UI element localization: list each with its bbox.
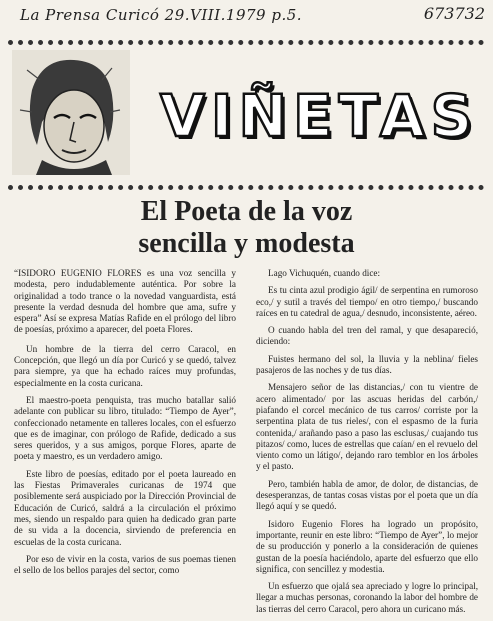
paragraph: Es tu cinta azul prodigio ágil/ de serpentina en rumoroso eco,/ y sutil a través del tiempo/ en otro tiempo,/ buscando raíces en tu catedral de agua,/ desnudo, inconsistente, aéreo.: [256, 285, 478, 318]
title-line-2: sencilla y modesta: [138, 228, 355, 259]
paragraph: “ISIDORO EUGENIO FLORES es una voz sencilla y modesta, pero indudablemente auténtica. Por sobre la originalidad a todo trance o la novedad vanguardista, está presente la verdad desnuda del hombre que ama, sufre y espera” Así se expresa Matías Rafide en el prólogo del libro de poesías, próximo a aparecer, del poeta Flores.: [14, 268, 236, 335]
right-column: [256, 268, 478, 621]
paragraph: Fuistes hermano del sol, la lluvia y la neblina/ fieles pasajeros de las noches y de tus días.: [256, 353, 478, 376]
paragraph: Este libro de poesías, editado por el poeta laureado en las Fiestas Primaverales curicanas de 1974 que posiblemente será auspiciado por la Dirección Provincial de Educación de Curicó, saldrá a la circulación el próximo mes, siendo un respaldo para quien ha dedicado gran parte de su vida a la docencia, sirviendo de preferencia en escuelas de la costa curicana.: [14, 468, 236, 547]
paragraph: O cuando habla del tren del ramal, y que desapareció, diciendo:: [256, 325, 478, 347]
title-line-1: El Poeta de la voz: [140, 196, 353, 227]
paragraph: Un hombre de la tierra del cerro Caracol, en Concepción, que llegó un día por Curicó y se quedó, talvez para siempre, ya que ha echado raíces muy profundas, especialmente en la costa curicana.: [14, 343, 236, 388]
article-title: [0, 196, 493, 260]
left-column: [14, 268, 236, 582]
paragraph: Isidoro Eugenio Flores ha logrado un propósito, importante, reunir en este libro: “Tiempo de Ayer”, lo mejor de su producción y ponerlo a la consideración de quienes gustan de la poesía haciéndolo, aparte del esfuerzo que ello significa, con sencillez y modestia.: [256, 518, 478, 574]
paragraph: El maestro-poeta penquista, tras mucho batallar salió adelante con publicar su libro, titulado: “Tiempo de Ayer”, confeccionado netamente en talleres locales, con el esfuerzo que es de imaginar, con prólogo de Rafide, dedicado a sus seres queridos, y a sus amigos, porque Flores, aparte de poeta y maestro, es un verdadero amigo.: [14, 394, 236, 462]
paragraph: Lago Vichuquén, cuando dice:: [268, 268, 381, 278]
paragraph: Mensajero señor de las distancias,/ con tu vientre de acero alimentado/ por las ascuas heridas del carbón,/ piafando el corcel mecánico de tus carros/ corriste por la serpentina plata de tus rieles/, con el espasmo de la furia contenida,/ arañando paso a paso las esclusas,/ cuajando tus pitazos/ como, luces de estrellas que caían/ en el revuelo del viento como un látigo/, dejando raro temblor en los árboles y el pasto.: [256, 382, 478, 472]
section-banner-vinetas: VIÑETAS: [160, 82, 479, 150]
document-number: 673732: [423, 4, 485, 23]
poet-portrait-illustration: [12, 50, 130, 175]
paragraph: Por eso de vivir en la costa, varios de sus poemas tienen el sello de los bellos parajes del sector, como: [14, 553, 236, 576]
handwritten-source-note: La Prensa Curicó 29.VIII.1979 p.5.: [20, 6, 303, 24]
paragraph: Pero, también habla de amor, de dolor, de distancias, de desesperanzas, de tantas cosas vistas por el poeta que un día llegó aquí y se quedó.: [256, 478, 478, 512]
paragraph: Un esfuerzo que ojalá sea apreciado y logre lo principal, llegar a muchas personas, coronando la labor del hombre de las tierras del cerro Caracol, pero ahora un curicano más.: [256, 581, 478, 614]
